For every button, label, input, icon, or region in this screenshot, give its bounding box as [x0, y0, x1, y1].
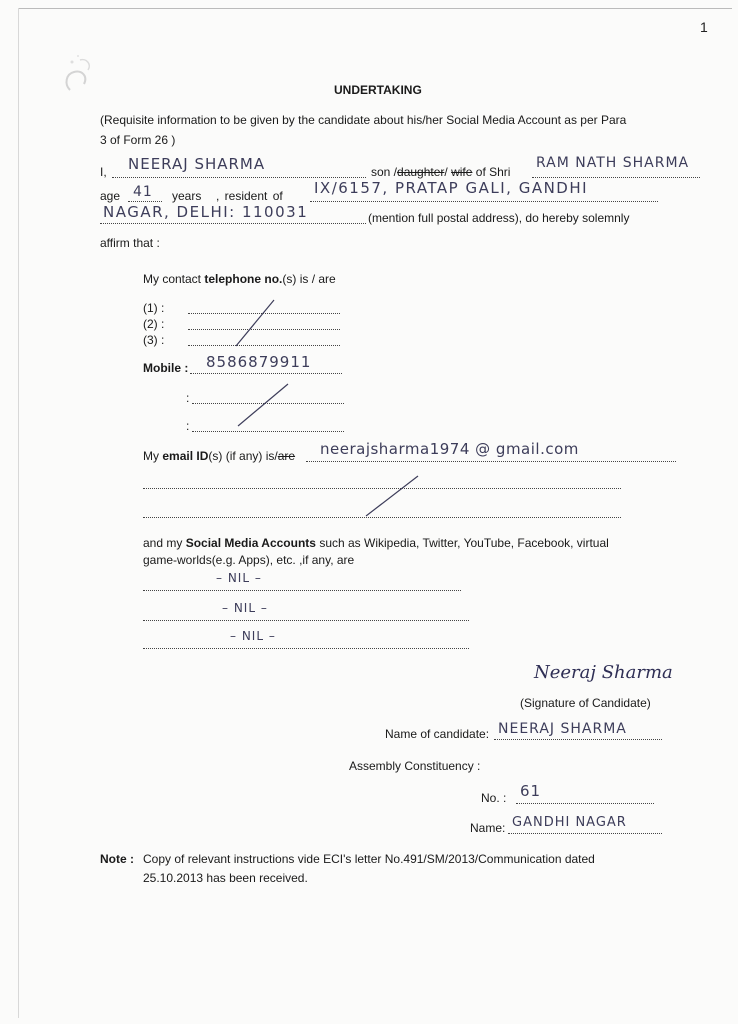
social-value-2: – NIL – — [222, 601, 268, 615]
age-label: age — [100, 189, 121, 203]
address-handwritten-1: IX/6157, PRATAP GALI, GANDHI — [314, 179, 589, 197]
name-of-candidate-line — [494, 738, 662, 740]
address-dotted-line-2 — [100, 222, 366, 224]
telephone-intro: My contact telephone no.(s) is / are — [143, 272, 336, 286]
social-line-1 — [143, 589, 461, 591]
father-dotted-line — [532, 176, 700, 178]
address-suffix: (mention full postal address), do hereby solemnly — [368, 211, 630, 225]
father-name-handwritten: RAM NATH SHARMA — [536, 155, 690, 171]
age-dotted-line — [128, 200, 162, 202]
constituency-no-value: 61 — [520, 782, 542, 800]
subtitle-line-2: 3 of Form 26 ) — [100, 133, 176, 147]
address-dotted-line-1 — [310, 200, 658, 202]
signature-label: (Signature of Candidate) — [520, 696, 651, 710]
mobile-extra-2: : — [186, 419, 190, 433]
line1-prefix: I, — [100, 165, 107, 179]
address-handwritten-2: NAGAR, DELHI: 110031 — [103, 203, 309, 221]
assembly-label: Assembly Constituency : — [349, 759, 481, 773]
social-intro-line-1: and my Social Media Accounts such as Wikipedia, Twitter, YouTube, Facebook, virtual — [143, 536, 609, 550]
years-label: years — [172, 189, 202, 203]
social-line-3 — [143, 647, 469, 649]
note-label: Note : — [100, 852, 134, 866]
constituency-name-label: Name: — [470, 821, 506, 835]
page-edge-top — [18, 8, 732, 9]
telephone-item-3: (3) : — [143, 333, 165, 347]
mobile-extra-1: : — [186, 391, 190, 405]
mobile-number-handwritten: 8586879911 — [206, 353, 312, 371]
name-of-candidate-value: NEERAJ SHARMA — [498, 721, 627, 737]
name-of-candidate-label: Name of candidate: — [385, 727, 490, 741]
note-line-2: 25.10.2013 has been received. — [143, 871, 308, 885]
email-dotted-line — [306, 460, 676, 462]
embossed-stamp-mark — [62, 50, 98, 96]
line1-relation: son /daughter/ wife of Shri — [371, 165, 511, 179]
page-number: 1 — [700, 19, 708, 35]
constituency-no-line — [516, 802, 654, 804]
constituency-no-label: No. : — [481, 791, 507, 805]
page-edge-left — [18, 8, 19, 1018]
constituency-name-line — [508, 832, 662, 834]
telephone-strike-mark — [230, 296, 280, 350]
social-intro-line-2: game-worlds(e.g. Apps), etc. ,if any, are — [143, 553, 355, 567]
mobile-label: Mobile : — [143, 361, 189, 375]
signature-handwritten: Neeraj Sharma — [534, 662, 673, 683]
candidate-name-handwritten: NEERAJ SHARMA — [128, 155, 266, 173]
document-title: UNDERTAKING — [334, 83, 422, 97]
mobile-extra-line-2 — [192, 430, 344, 432]
email-intro: My email ID(s) (if any) is/are — [143, 449, 296, 463]
telephone-item-1: (1) : — [143, 301, 165, 315]
subtitle-line-1: (Requisite information to be given by the candidate about his/her Social Media Account as per Para — [100, 113, 627, 127]
social-line-2 — [143, 619, 469, 621]
note-line-1: Copy of relevant instructions vide ECI's letter No.491/SM/2013/Communication dated — [143, 852, 595, 866]
email-strike-mark — [362, 472, 422, 520]
mobile-strike-mark — [232, 380, 292, 430]
social-value-3: – NIL – — [230, 629, 276, 643]
mobile-dotted-line — [190, 372, 342, 374]
name-dotted-line — [112, 176, 366, 178]
email-handwritten: neerajsharma1974 @ gmail.com — [320, 440, 579, 458]
social-value-1: – NIL – — [216, 571, 262, 585]
age-handwritten: 41 — [133, 184, 153, 200]
telephone-item-2: (2) : — [143, 317, 165, 331]
resident-label: , resident of — [216, 189, 283, 203]
constituency-name-value: GANDHI NAGAR — [512, 815, 627, 830]
affirm-text: affirm that : — [100, 236, 160, 250]
